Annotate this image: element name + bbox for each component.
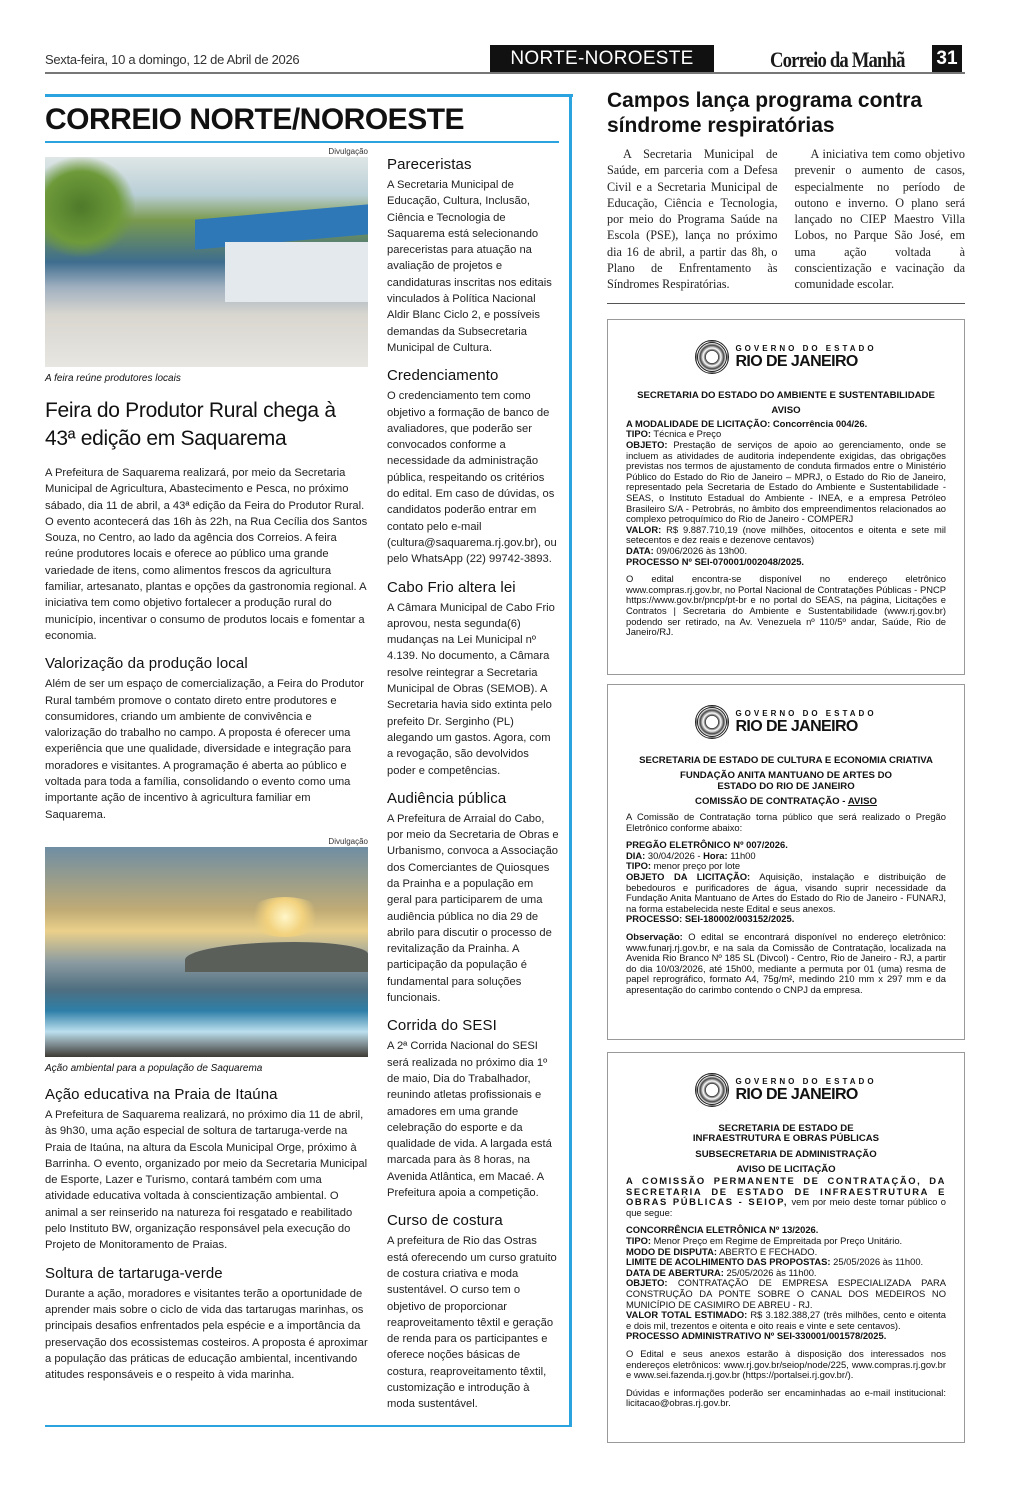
field-label: OBJETO:	[626, 1277, 668, 1289]
brief-title: Cabo Frio altera lei	[387, 578, 516, 596]
field-value: Técnica e Preço	[651, 428, 722, 440]
field-label: VALOR TOTAL ESTIMADO:	[626, 1309, 748, 1321]
notice-field	[626, 557, 946, 568]
field-value: 09/06/2026 às 13h00.	[653, 544, 748, 556]
article-column-2: A iniciativa tem como objetivo prevenir o aumento de casos, especialmente no período de outono e inverno. O plano será lançado no CIEP Maestro Villa Lobos, no Parque São José, em uma ação voltada à conscientização e vacinação da comunidade escolar.	[794, 147, 965, 292]
government-logo	[626, 702, 946, 742]
brief-title: Audiência pública	[387, 789, 507, 807]
field-label: TIPO:	[626, 428, 651, 440]
article-headline: Campos lança programa contra síndrome respiratórias	[607, 89, 923, 137]
footer-text: O edital se encontrará disponível no endereço eletrônico: www.funarj.rj.gov.br, e na sala da Comissão de Contratação, localizada na Avenida Rio Branco Nº 185 SL (Divcol) - Centro, Rio de Janeiro - RJ, a partir do dia 10/03/2026, até 15h00, mediante a permuta por 01 (uma) resma de papel reprográfico, formato A4, 75g/m², medindo 210 mm x 297 mm e da apresentação do carimbo contendo o CNPJ da empresa.	[626, 930, 946, 995]
notice-fields	[626, 840, 946, 925]
field-label: LIMITE DE ACOLHIMENTO DAS PROPOSTAS:	[626, 1256, 831, 1268]
notice-intro	[626, 1176, 946, 1218]
government-logo	[626, 337, 946, 377]
notice-footer	[626, 932, 946, 996]
section-label: NORTE-NOROESTE	[490, 45, 714, 72]
state-seal-icon	[695, 340, 729, 374]
notice-field	[626, 850, 703, 861]
left-column	[45, 147, 368, 1393]
brief-title: Pareceristas	[387, 156, 472, 173]
field-value: 25/05/2026 às 11h00.	[723, 1266, 817, 1278]
notice-type-link: AVISO	[847, 796, 877, 808]
logo-line-1: GOVERNO DO ESTADO	[735, 343, 877, 353]
field-label: OBJETO:	[626, 439, 668, 451]
brief-text: A Câmara Municipal de Cabo Frio aprovou, nesta segunda(6) mudanças na Lei Municipal nº 4.139. No documento, a Câmara resolve reintegrar a Secretaria Municipal de Obras (SEMOB). A Secretaria havia sido extinta pelo prefeito Dr. Serginho (PL) alegando um gastos. Agora, com a revogação, são devolvidos poder e competências.	[387, 601, 555, 777]
notice-footer-2: Dúvidas e informações poderão ser encaminhadas ao e-mail institucional: licitacao@obras.rj.gov.br.	[626, 1386, 946, 1409]
right-column	[607, 146, 965, 1443]
divider	[607, 303, 965, 304]
field-label: DATA DE ABERTURA:	[626, 1266, 724, 1278]
field-value: CONTRATAÇÃO DE EMPRESA ESPECIALIZADA PARA CONSTRUÇÃO DA PONTE SOBRE O CANAL DOS MEDEIROS NO MUNICÍPIO DE CASIMIRO DE ABREU - RJ.	[626, 1277, 946, 1310]
field-value: R$ 9.887.710,19 (nove milhões, oitocentos e oitenta e sete mil setecentos e dez reais e dezenove centavos)	[626, 523, 946, 546]
frame-top	[45, 94, 573, 97]
field-label: PROCESSO ADMINISTRATIVO Nº SEI-330001/001578/2025.	[626, 1330, 887, 1342]
photo-caption: A feira reúne produtores locais	[45, 373, 181, 384]
notice-field	[626, 1310, 946, 1331]
field-label: TIPO:	[626, 1235, 651, 1247]
logo-line-1: GOVERNO DO ESTADO	[735, 1076, 877, 1086]
field-value: menor preço por lote	[651, 860, 741, 872]
field-value: Prestação de serviços de apoio ao gerenciamento, onde se incluem as atividades de auditoria independente exigidas, das obrigações previstas nos termos de ajustamento de conduta firmados entre o Ministério Público do Estado do Rio de Janeiro – MPRJ, o Estado do Rio de Janeiro, representado pela Secretaria de Estado do Ambiente e Sustentabilidade - SEAS, o Instituto Estadual do Ambiente - INEA, e a empresa Petróleo Brasileiro S/A - Petrobrás, no âmbito dos empreendimentos relacionados ao complexo petroquímico do Rio de Janeiro - COMPERJ	[626, 439, 946, 525]
header-rule	[45, 72, 965, 74]
intro-bold: A COMISSÃO PERMANENTE DE CONTRATAÇÃO, DA SECRETARIA DE ESTADO DE INFRAESTRUTURA E OBRAS PÚBLICAS - SEIOP,	[626, 1175, 946, 1208]
state-seal-icon	[695, 705, 729, 739]
footer-label: Observação:	[626, 930, 683, 942]
notice-org: SECRETARIA DO ESTADO DO AMBIENTE E SUSTENTABILIDADE	[637, 389, 935, 401]
notice-field	[626, 525, 946, 546]
notice-fields	[626, 1225, 946, 1342]
notice-intro: A Comissão de Contratação torna público que será realizado o Pregão Eletrônico conforme abaixo:	[626, 811, 946, 833]
field-label: MODO DE DISPUTA:	[626, 1245, 717, 1257]
title-rule	[45, 141, 559, 143]
briefs-column	[387, 155, 559, 1423]
notice-type	[626, 797, 946, 808]
brief-title: Credenciamento	[387, 367, 499, 385]
field-label: DIA:	[626, 849, 646, 861]
notice-field	[703, 850, 755, 861]
article-paragraph: Durante a ação, moradores e visitantes terão a oportunidade de aprender mais sobre o ciclo de vida das tartarugas marinhas, os principais desafios enfrentados pela espécie e a importância da preservação dos ecossistemas costeiros. A proposta é aproximar a população das práticas de educação ambiental, incentivando atitudes responsáveis e o respeito à vida marinha.	[45, 1287, 368, 1382]
brief-text: A prefeitura de Rio das Ostras está oferecendo um curso gratuito de costura criativa e moda sustentável. O curso tem o objetivo de proporcionar reaproveitamento têxtil e geração de renda para os participantes e oferece noções básicas de costura, reaproveitamento têxtil, customização e introdução à moda sustentável.	[387, 1235, 557, 1411]
notice-field	[626, 440, 946, 525]
field-value: ABERTO E FECHADO.	[716, 1245, 818, 1257]
field-label: PROCESSO: SEI-180002/003152/2025.	[626, 913, 795, 925]
field-value: Aquisição, instalação e distribuição de bebedouros e purificadores de água, visando suprir necessidade da Fundação Anita Mantuano de Artes do Estado do Rio de Janeiro - FUNARJ, na forma estabelecida neste Edital e seus anexos.	[626, 871, 946, 914]
field-label: Hora:	[703, 849, 728, 861]
brief-text: A 2ª Corrida Nacional do SESI será realizada no próximo dia 1º de maio, Dia do Trabalhador, reunindo atletas profissionais e amadores em uma grande celebração do esporte e da qualidade de vida. A largada está marcada para às 8 horas, na Avenida Atlântica, em Macaé. A Prefeitura apoia a competição.	[387, 1040, 552, 1200]
field-value: 25/05/2026 às 11h00.	[830, 1256, 924, 1268]
field-label: TIPO:	[626, 860, 651, 872]
article-paragraph: A Prefeitura de Saquarema realizará, no próximo dia 11 de abril, às 9h30, uma ação especial de soltura de tartaruga-verde na Praia de Itaúna, na altura da Escola Municipal Orge, próximo à Barrinha. O evento, organizado por meio da Secretaria Municipal de Esporte, Lazer e Turismo, contará também com uma atividade educativa voltada à conscientização ambiental. O animal a ser reinserido na natureza foi resgatado e reabilitado pelo Instituto BW, organização responsável pela execução do Projeto de Monitoramento de Praias.	[45, 1108, 368, 1252]
notice-fields	[626, 419, 946, 567]
logo-line-2: RIO DE JANEIRO	[735, 717, 858, 735]
state-seal-icon	[695, 1073, 729, 1107]
notice-type: AVISO DE LICITAÇÃO	[736, 1164, 836, 1176]
issue-date: Sexta-feira, 10 a domingo, 12 de Abril de 2026	[45, 52, 300, 67]
brief-title: Corrida do SESI	[387, 1017, 497, 1035]
field-label: CONCORRÊNCIA ELETRÔNICA Nº 13/2026.	[626, 1224, 819, 1236]
legal-notice-environment	[607, 319, 965, 675]
article-subhead: Valorização da produção local	[45, 655, 248, 673]
newspaper-name: Correio da Manhã	[770, 47, 905, 72]
brief-text: A Secretaria Municipal de Educação, Cultura, Inclusão, Ciência e Tecnologia de Saquarema está selecionando pareceristas para atuação na avaliação de projetos e candidaturas inscritas nos editais vinculados à Política Nacional Aldir Blanc Ciclo 2, e possíveis demandas da Subsecretaria Municipal de Cultura.	[387, 179, 552, 354]
notice-field	[626, 872, 946, 914]
legal-notice-culture	[607, 684, 965, 1040]
notice-type: AVISO	[771, 405, 801, 417]
photo-credit: Divulgação	[328, 836, 368, 846]
article-column-1: A Secretaria Municipal de Saúde, em parceria com a Defesa Civil e a Secretaria Municipal de Educação, Ciência e Tecnologia, por meio do Programa Saúde na Escola (PSE), lança no próximo dia 16 de abril, a partir das 8h, o Plano de Enfrentamento às Síndromes Respiratórias.	[607, 147, 778, 292]
logo-line-2: RIO DE JANEIRO	[735, 1085, 858, 1103]
article-paragraph: A Prefeitura de Saquarema realizará, por meio da Secretaria Municipal de Agricultura, Abastecimento e Pesca, no próximo sábado, dia 11 de abril, a 43ª edição da Feira do Produtor Rural. O evento acontecerá das 16h às 22h, na Rua Cecília dos Santos Souza, no Centro, ao lado da agência dos Correios. A feira reúne produtores locais e oferece ao público uma grande variedade de itens, como alimentos frescos da agricultura familiar, artesanato, plantas e opções da gastronomia regional. A iniciativa tem como objetivo fortalecer a produção rural do município, incentivar o consumo de produtos locais e fomentar a economia.	[45, 467, 368, 642]
notice-footer: O edital encontra-se disponível no endereço eletrônico www.compras.rj.gov.br, no Portal Nacional de Contratações Públicas - PNCP https://www.gov.br/pncp/pt-br e no portal do SEAS, na página, Licitações e Contratos | Secretaria do Ambiente e Sustentabilidade (www.rj.gov.br) podendo ser retirado, na Av. Venezuela nº 110/5º andar, Saúde, Rio de Janeiro/RJ.	[626, 573, 946, 638]
notice-org-2: SUBSECRETARIA DE ADMINISTRAÇÃO	[695, 1148, 877, 1160]
beach-sunset-photo	[45, 847, 368, 1057]
field-label: PROCESSO Nº SEI-070001/002048/2025.	[626, 555, 805, 567]
brief-text: A Prefeitura de Arraial do Cabo, por meio da Secretaria de Obras e Urbanismo, convoca a Associação dos Comerciantes de Quiosques da Prainha e a população em geral para participarem de uma audiência pública no dia 29 de abrilo para discutir o processo de revitalização da Prainha. A participação da população é fundamental para soluções funcionais.	[387, 812, 559, 1005]
field-label: VALOR:	[626, 523, 662, 535]
field-value: R$ 3.182.388,27 (três milhões, cento e oitenta e dois mil, trezentos e oitenta e oito reais e vinte e sete centavos).	[626, 1309, 946, 1331]
logo-line-2: RIO DE JANEIRO	[735, 352, 858, 370]
government-logo	[626, 1070, 946, 1110]
field-value: 11h00	[727, 849, 756, 861]
field-label: DATA:	[626, 544, 654, 556]
brief-text: O credenciamento tem como objetivo a formação de banco de avaliadores, que poderão ser convocados conforme a necessidade da administração pública, respeitando os critérios do edital. Em caso de dúvidas, os candidatos poderão entrar em contato pelo e-mail (cultura@saquarema.rj.gov.br), ou pelo WhatsApp (22) 99742-3893.	[387, 390, 557, 566]
photo-caption: Ação ambiental para a população de Saquarema	[45, 1062, 263, 1074]
photo-credit: Divulgação	[328, 147, 368, 156]
intro-text: vem por meio deste tornar público o que segue:	[626, 1196, 946, 1218]
notice-field	[626, 914, 946, 925]
page-number: 31	[932, 45, 962, 72]
field-label: A MODALIDADE DE LICITAÇÃO:	[626, 417, 771, 429]
article-headline: Feira do Produtor Rural chega à 43ª edição em Saquarema	[45, 399, 336, 450]
notice-org: SECRETARIA DE ESTADO DE CULTURA E ECONOMIA CRIATIVA	[639, 754, 933, 766]
notice-field	[626, 1331, 946, 1342]
notice-type-prefix: COMISSÃO DE CONTRATAÇÃO -	[695, 796, 848, 808]
field-value: 30/04/2026 -	[645, 849, 704, 861]
field-value: Concorrência 004/26.	[770, 417, 868, 429]
section-title: CORREIO NORTE/NOROESTE	[45, 103, 465, 136]
article-subhead: Ação educativa na Praia de Itaúna	[45, 1085, 278, 1103]
notice-org: SECRETARIA DE ESTADO DE INFRAESTRUTURA E OBRAS PÚBLICAS	[692, 1122, 880, 1145]
notice-org-2: FUNDAÇÃO ANITA MANTUANO DE ARTES DO ESTADO DO RIO DE JANEIRO	[680, 770, 892, 792]
field-label: OBJETO DA LICITAÇÃO:	[626, 871, 751, 883]
article-body	[607, 146, 965, 293]
article-paragraph: Além de ser um espaço de comercialização, a Feira do Produtor Rural também promove o contato direto entre produtores e consumidores, criando um ambiente de convivência e valorização do trabalho no campo. A proposta é oferecer uma experiência que une qualidade, diversidade e integração para moradores e visitantes. A programação é aberta ao público e voltada para toda a família, consolidando o evento como uma importante ação de incentivo à agricultura familiar em Saquarema.	[45, 678, 364, 821]
logo-line-1: GOVERNO DO ESTADO	[735, 708, 877, 718]
field-label: PREGÃO ELETRÔNICO Nº 007/2026.	[626, 839, 788, 851]
legal-notice-infrastructure	[607, 1052, 965, 1443]
market-photo	[45, 157, 368, 367]
field-value: Menor Preço em Regime de Empreitada por Preço Unitário.	[651, 1235, 903, 1247]
brief-title: Curso de costura	[387, 1212, 503, 1230]
notice-footer: O Edital e seus anexos estarão à disposição dos interessados nos endereços eletrônicos: www.rj.gov.br/seiop/node/225, www.compras.rj.gov.br e www.sei.fazenda.rj.gov.br (https://portalsei.rj.gov.br/).	[626, 1347, 946, 1381]
notice-field	[626, 1278, 946, 1310]
article-subhead: Soltura de tartaruga-verde	[45, 1264, 223, 1282]
